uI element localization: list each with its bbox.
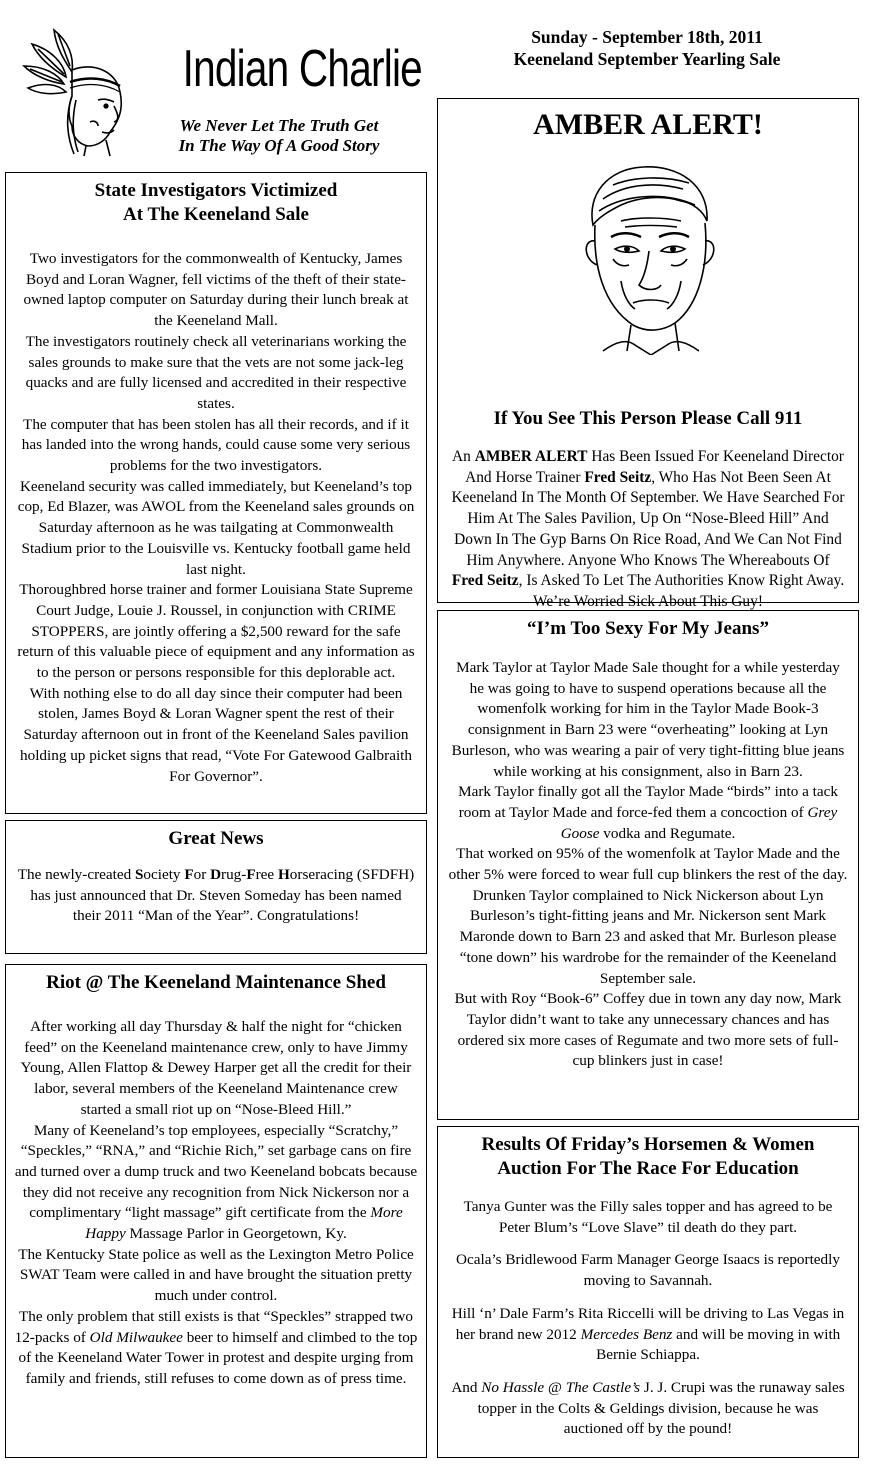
article-heading: Riot @ The Keeneland Maintenance Shed [46, 972, 386, 993]
man-portrait-icon [563, 155, 733, 355]
amber-alert-heading: AMBER ALERT! [533, 108, 763, 141]
article-body: Tanya Gunter was the Filly sales topper and has agreed to be Peter Blum’s “Love Slave” til death do they part. Ocala’s Bridlewood Farm Manager George Isaacs is reportedly moving to Savannah. Hill ‘n’ Dale Farm’s Rita Riccelli will be driving to Las Vegas in her brand new 2012 Mercedes Benz and will be moving in with Bernie Schiappa. And No Hassle @ The Castle’s J. J. Crupi was the runaway sales topper in the Colts & Geldings division, because he was auctioned off by the pound! [451, 1198, 845, 1438]
article-too-sexy [437, 610, 859, 1120]
indian-head-logo-icon [14, 22, 154, 157]
article-results [437, 1126, 859, 1458]
article-heading: State Investigators Victimized At The Keeneland Sale [94, 180, 338, 225]
article-body: Mark Taylor at Taylor Made Sale thought for a while yesterday he was going to have to suspend operations because all the womenfolk working for him in the Taylor Made Book-3 consignment in Barn 23 were “overheating” looking at Lyn Burleson, who was wearing a pair of very tight-fitting blue jeans while working at his consignment, also in Barn 23. Mark Taylor finally got all the Taylor Made “birds” into a tack room at Taylor Made and force-fed them a concoction of Grey Goose vodka and Regumate. That worked on 95% of the womenfolk at Taylor Made and the other 5% were forced to wear full cup blinkers the rest of the day. Drunken Taylor complained to Nick Nickerson about Lyn Burleson’s tight-fitting jeans and Mr. Nickerson sent Mark Maronde down to Barn 23 and asked that Mr. Burleson please “tone down” his wardrobe for the remainder of the Keeneland September sale. But with Roy “Book-6” Coffey due in town any day now, Mark Taylor didn’t want to take any unnecessary chances and has ordered six more cases of Regumate and two more sets of full-cup blinkers just in case! [448, 659, 848, 1070]
dateline [437, 26, 857, 70]
article-body: The newly-created Society For Drug-Free Horseracing (SFDFH) has just announced that Dr. Steven Someday has been named their 2011 “Man of the Year”. Congratulations! [17, 866, 415, 925]
article-heading: “I’m Too Sexy For My Jeans” [527, 618, 769, 639]
article-heading: Great News [168, 828, 264, 849]
masthead-title: Indian Charlie [182, 40, 422, 98]
article-great-news [5, 820, 427, 954]
amber-alert-subheading: If You See This Person Please Call 911 [493, 408, 803, 429]
article-riot [5, 964, 427, 1458]
masthead-tagline: We Never Let The Truth Get In The Way Of A Good Story [178, 116, 380, 155]
article-amber-alert [437, 98, 859, 610]
article-body: Two investigators for the commonwealth of Kentucky, James Boyd and Loran Wagner, fell victims of the theft of their state-owned laptop computer on Saturday during their lunch break at the Keeneland Mall. The investigators routinely check all veterinarians working the sales grounds to make sure that the vets are not some jack-leg quacks and are fully licensed and accredited in their respective states. The computer that has been stolen has all their records, and if it has landed into the wrong hands, could cause some very serious problems for the two investigators. Keeneland security was called immediately, but Keeneland’s top cop, Ed Blazer, was AWOL from the Keeneland sales grounds on Saturday afternoon as he was tailgating at Commonwealth Stadium prior to the Louisville vs. Kentucky football game held last night. Thoroughbred horse trainer and former Louisiana State Supreme Court Judge, Louie J. Roussel, in conjunction with CRIME STOPPERS, are jointly offering a $2,500 reward for the safe return of this valuable piece of equipment and any information as to the person or persons responsible for this deplorable act. With nothing else to do all day since their computer had been stolen, James Boyd & Loran Wagner spent the rest of their Saturday afternoon out in front of the Keeneland Sales pavilion holding up picket signs that read, “Vote For Gatewood Galbraith For Governor”. [17, 250, 415, 785]
issue-date: Sunday - September 18th, 2011 [531, 27, 763, 47]
article-body: After working all day Thursday & half the night for “chicken feed” on the Keeneland maintenance crew, only to have Jimmy Young, Allen Flattop & Dewey Harper get all the credit for their labor, several members of the Keeneland Maintenance crew started a small riot up on “Nose-Bleed Hill.” Many of Keeneland’s top employees, especially “Scratchy,” “Speckles,” “RNA,” and “Richie Rich,” set garbage cans on fire and turned over a dump truck and two Keeneland bobcats because they did not receive any recognition from Nick Nickerson nor a complimentary “light massage” gift certificate from the More Happy Massage Parlor in Georgetown, Ky. The Kentucky State police as well as the Lexington Metro Police SWAT Team were called in and have brought the situation pretty much under control. The only problem that still exists is that “Speckles” strapped two 12-packs of Old Milwaukee beer to himself and climbed to the top of the Keeneland Water Tower in protest and despite urging from family and friends, still refuses to come down as of press time. [14, 1018, 418, 1387]
article-investigators [5, 172, 427, 814]
article-heading: Results Of Friday’s Horsemen & Women Auction For The Race For Education [481, 1134, 815, 1179]
article-body: An AMBER ALERT Has Been Issued For Keeneland Director And Horse Trainer Fred Seitz, Who Has Not Been Seen At Keeneland In The Month Of September. We Have Searched For Him At The Sales Pavilion, Up On “Nose-Bleed Hill” And Down In The Gyp Barns On Rice Road, And We Can Not Find Him Anywhere. Anyone Who Knows The Whereabouts Of Fred Seitz, Is Asked To Let The Authorities Know Right Away. We’re Worried Sick About This Guy! [451, 448, 845, 610]
event-name: Keeneland September Yearling Sale [513, 49, 781, 69]
